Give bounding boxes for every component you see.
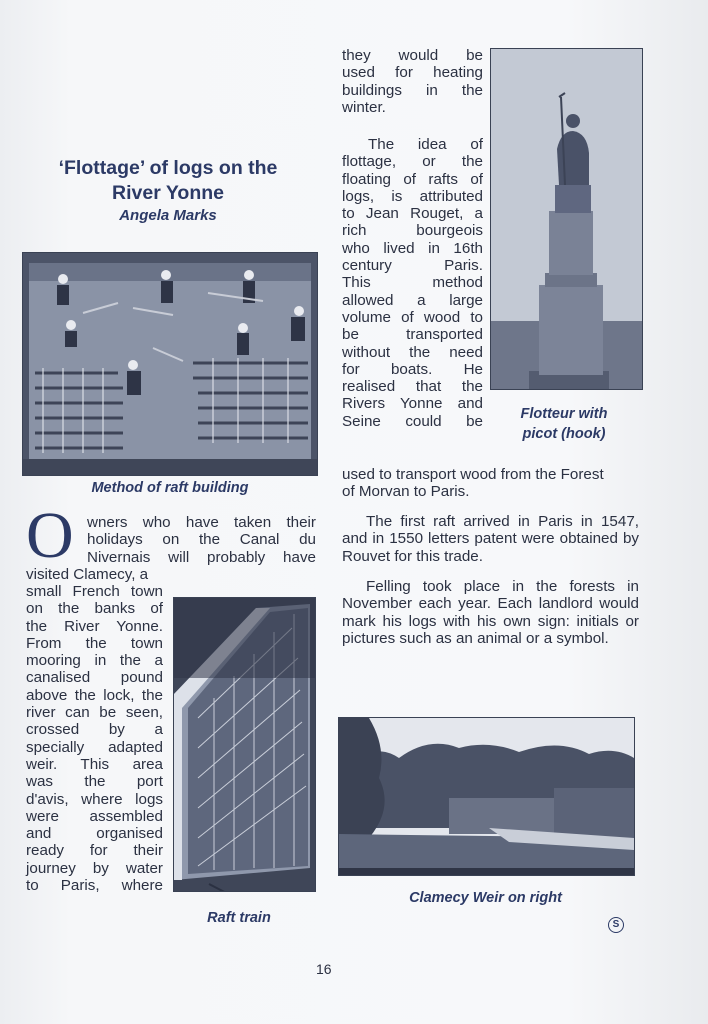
text-line: river can be seen, [26, 704, 163, 722]
right-top-text [342, 47, 483, 99]
raft-building-caption: Method of raft building [91, 480, 249, 496]
raft-train-caption: Raft train [207, 910, 271, 926]
intro-line-4: visited Clamecy, a [26, 566, 149, 583]
text-line: The idea of [368, 136, 483, 153]
text-line: small French town [26, 583, 163, 600]
text-line: and organised [26, 825, 163, 843]
text-line: century Paris. [342, 257, 483, 275]
text-line: holidays on the Canal du [87, 531, 316, 549]
text-line: be transported [342, 326, 483, 344]
text-line: This method [342, 274, 483, 292]
text-line: specially adapted [26, 738, 163, 756]
text-line: volume of wood to [342, 308, 483, 326]
text-line: for boats. He [342, 360, 483, 378]
text-line: the River Yonne. [26, 617, 163, 635]
right-para4: Felling took place in the forests in November each year. Each landlord would mark his logs with his own sign: initials or pictures such as an animal or a symbol. [342, 578, 639, 647]
right-wide-text [342, 466, 642, 501]
caption-line: picot (hook) [522, 426, 606, 442]
raft-train-photo [173, 597, 316, 892]
intro-lines [87, 514, 316, 566]
right-top-last-line: winter. [342, 99, 386, 116]
text-line: without the need [342, 343, 483, 361]
text-line: flottage, or the [342, 153, 483, 171]
article-title [22, 156, 314, 206]
publisher-logo-icon: S [608, 917, 624, 933]
text-line: who lived in 16th [342, 239, 483, 257]
text-line: journey by water [26, 859, 163, 877]
text-line: d'avis, where logs [26, 790, 163, 808]
text-line: above the lock, the [26, 686, 163, 704]
text-line: wners who have taken their [87, 514, 316, 531]
page-number: 16 [316, 961, 332, 977]
caption-line: Flotteur with [520, 406, 608, 422]
text-line: crossed by a [26, 721, 163, 739]
flotteur-statue-photo [490, 48, 643, 390]
text-line: allowed a large [342, 291, 483, 309]
title-line: River Yonne [112, 182, 224, 204]
right-para2 [342, 136, 483, 430]
text-line: weir. This area [26, 755, 163, 773]
text-line: realised that the [342, 378, 483, 396]
text-line: were assembled [26, 807, 163, 825]
text-line: ready for their [26, 842, 163, 860]
text-line: used for heating [342, 64, 483, 82]
text-line: From the town [26, 634, 163, 652]
right-para3: The first raft arrived in Paris in 1547, and in 1550 letters patent were obtained by Rouvet for this trade. [342, 513, 639, 565]
text-line italic-tail: was the port [26, 773, 163, 791]
text-line: Seine could be [342, 412, 483, 430]
article-author: Angela Marks [119, 207, 217, 224]
text-line: mooring in the a [26, 652, 163, 670]
text-line: to Paris, where [26, 877, 163, 895]
drop-cap: O [26, 499, 74, 572]
text-line: logs, is attributed [342, 187, 483, 205]
text-line: floating of rafts of [342, 170, 483, 188]
text-line: canalised pound [26, 669, 163, 687]
text-line: rich bourgeois [342, 222, 483, 240]
text-line: Nivernais will probably have [87, 548, 316, 566]
text-line: to Jean Rouget, a [342, 205, 483, 223]
text-line: buildings in the [342, 81, 483, 99]
raft-building-photo [22, 252, 318, 476]
clamecy-weir-caption: Clamecy Weir on right [409, 890, 562, 906]
flotteur-caption [486, 404, 642, 444]
clamecy-weir-photo [338, 717, 635, 876]
text-line: they would be [342, 47, 483, 64]
text-line: used to transport wood from the Forest [342, 466, 604, 483]
text-line: on the banks of [26, 600, 163, 618]
text-line: Rivers Yonne and [342, 395, 483, 413]
title-line: ‘Flottage’ of logs on the [58, 157, 278, 179]
text-line: of Morvan to Paris. [342, 483, 470, 501]
narrow-text [26, 583, 163, 894]
